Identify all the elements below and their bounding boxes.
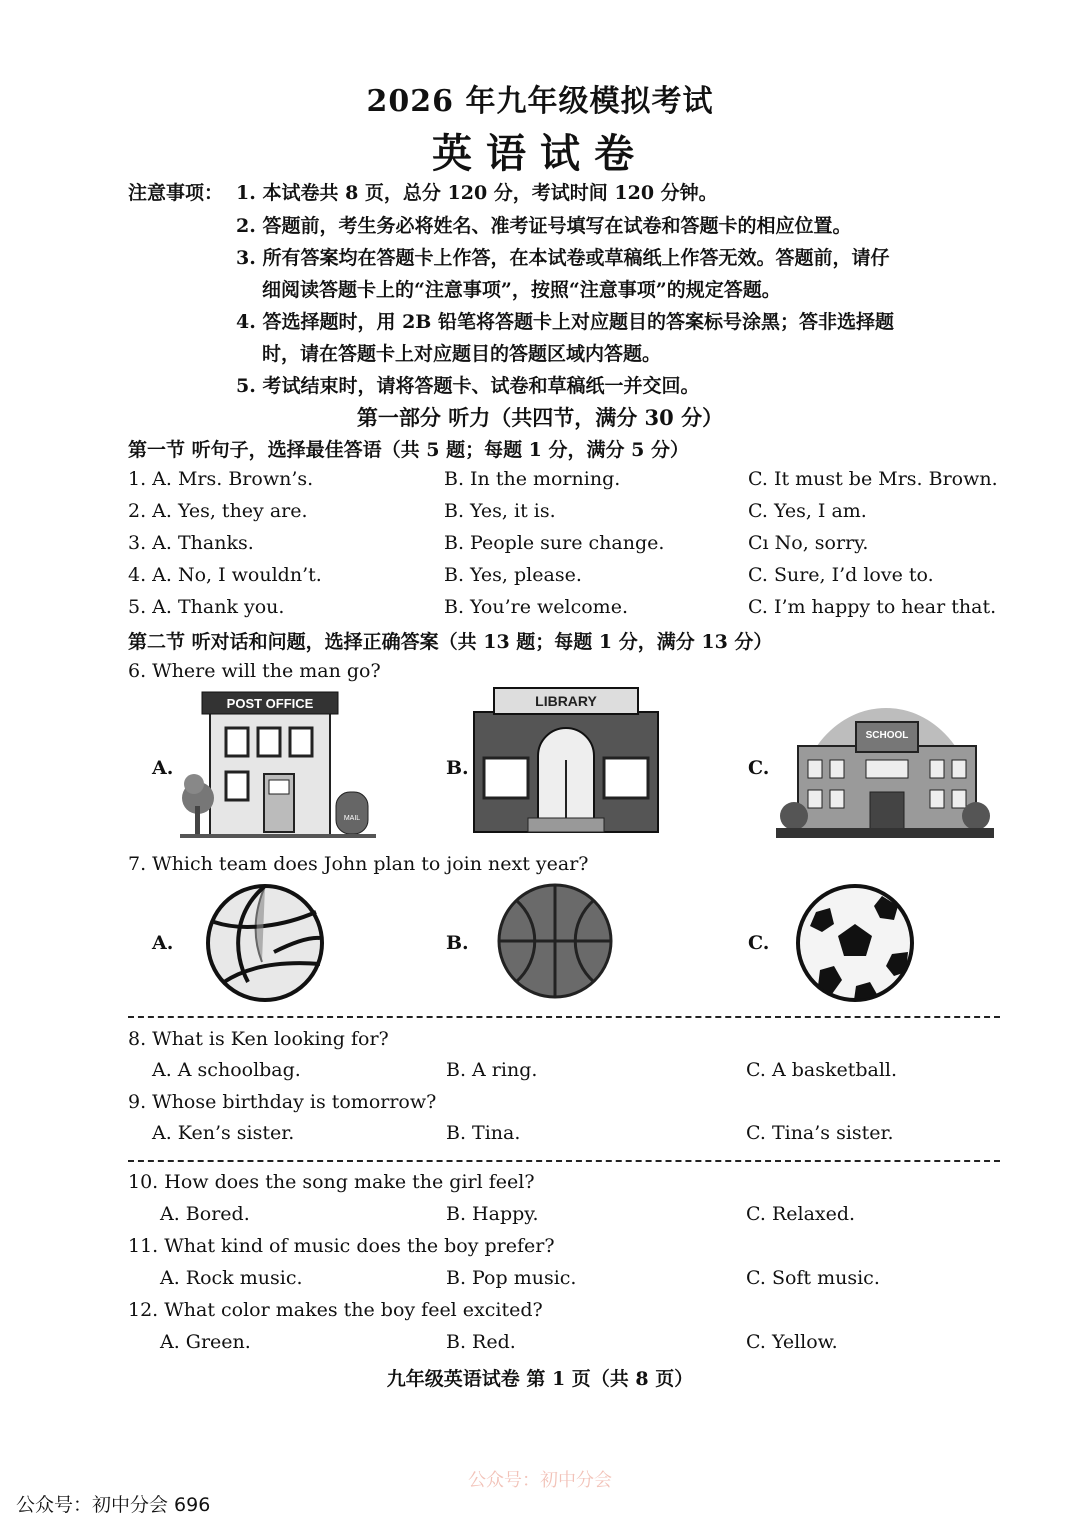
q4-option-c: C. Sure, I’d love to.	[748, 564, 934, 586]
notice-item-1: 1. 本试卷共 8 页，总分 120 分，考试时间 120 分钟。	[236, 182, 718, 204]
page-footer: 九年级英语试卷 第 1 页（共 8 页）	[386, 1368, 694, 1390]
q9-option-a: A. Ken’s sister.	[152, 1122, 295, 1144]
basketball-image	[496, 882, 614, 1000]
post-office-image	[180, 688, 376, 840]
divider-line	[128, 1016, 1000, 1018]
q11-option-a: A. Rock music.	[160, 1267, 303, 1289]
q3-option-b: B. People sure change.	[444, 532, 665, 554]
q7-label-b: B.	[446, 932, 469, 954]
q8-option-b: B. A ring.	[446, 1059, 538, 1081]
q7-label-a: A.	[152, 932, 174, 954]
notice-item-4-cont: 时，请在答题卡上对应题目的答题区域内答题。	[262, 343, 662, 365]
notice-item-4: 4. 答选择题时，用 2B 铅笔将答题卡上对应题目的答案标号涂黑；答非选择题	[236, 311, 894, 333]
notice-item-3-cont: 细阅读答题卡上的“注意事项”，按照“注意事项”的规定答题。	[262, 279, 781, 301]
part1-title: 第一部分 听力（共四节，满分 30 分）	[356, 405, 724, 430]
q12-option-b: B. Red.	[446, 1331, 516, 1353]
q4-option-b: B. Yes, please.	[444, 564, 582, 586]
q7-question: 7. Which team does John plan to join next year?	[128, 853, 589, 875]
mailbox-sign: MAIL	[343, 815, 361, 822]
q8-question: 8. What is Ken looking for?	[128, 1028, 389, 1050]
q11-question: 11. What kind of music does the boy prefer?	[128, 1235, 555, 1257]
q7-label-c: C.	[748, 932, 770, 954]
q8-option-a: A. A schoolbag.	[152, 1059, 301, 1081]
q9-option-b: B. Tina.	[446, 1122, 521, 1144]
school-sign: SCHOOL	[865, 730, 909, 741]
q11-option-c: C. Soft music.	[746, 1267, 880, 1289]
q6-label-b: B.	[446, 757, 469, 779]
paper-title: 英语试卷	[432, 130, 648, 177]
q1-option-a: 1. A. Mrs. Brown’s.	[128, 468, 314, 490]
q3-option-a: 3. A. Thanks.	[128, 532, 254, 554]
q12-option-c: C. Yellow.	[746, 1331, 838, 1353]
q6-label-c: C.	[748, 757, 770, 779]
q10-option-b: B. Happy.	[446, 1203, 539, 1225]
q2-option-c: C. Yes, I am.	[748, 500, 867, 522]
q2-option-a: 2. A. Yes, they are.	[128, 500, 308, 522]
q10-question: 10. How does the song make the girl feel?	[128, 1171, 535, 1193]
library-sign: LIBRARY	[535, 693, 597, 709]
q5-option-a: 5. A. Thank you.	[128, 596, 285, 618]
q2-option-b: B. Yes, it is.	[444, 500, 556, 522]
q9-option-c: C. Tina’s sister.	[746, 1122, 894, 1144]
q9-question: 9. Whose birthday is tomorrow?	[128, 1091, 437, 1113]
exam-title: 2026 年九年级模拟考试	[366, 84, 714, 119]
q12-question: 12. What color makes the boy feel excited?	[128, 1299, 543, 1321]
q1-option-c: C. It must be Mrs. Brown.	[748, 468, 998, 490]
notice-item-3: 3. 所有答案均在答题卡上作答，在本试卷或草稿纸上作答无效。答题前，请仔	[236, 247, 890, 269]
notice-item-5: 5. 考试结束时，请将答题卡、试卷和草稿纸一并交回。	[236, 375, 700, 397]
q6-label-a: A.	[152, 757, 174, 779]
q8-option-c: C. A basketball.	[746, 1059, 898, 1081]
divider-line	[128, 1160, 1000, 1162]
q6-question: 6. Where will the man go?	[128, 660, 381, 682]
q4-option-a: 4. A. No, I wouldn’t.	[128, 564, 322, 586]
section1-title: 第一节 听句子，选择最佳答语（共 5 题；每题 1 分，满分 5 分）	[128, 439, 689, 461]
q5-option-c: C. I’m happy to hear that.	[748, 596, 997, 618]
q10-option-a: A. Bored.	[160, 1203, 250, 1225]
volleyball-image	[204, 882, 326, 1004]
section2-title: 第二节 听对话和问题，选择正确答案（共 13 题；每题 1 分，满分 13 分）	[128, 631, 773, 653]
notice-item-2: 2. 答题前，考生务必将姓名、准考证号填写在试卷和答题卡的相应位置。	[236, 215, 852, 237]
watermark-center: 公众号：初中分会	[468, 1470, 612, 1491]
watermark-left: 公众号：初中分会 696	[16, 1494, 211, 1516]
notice-label: 注意事项：	[128, 182, 224, 204]
q5-option-b: B. You’re welcome.	[444, 596, 628, 618]
school-image	[776, 688, 994, 840]
q10-option-c: C. Relaxed.	[746, 1203, 856, 1225]
library-image	[472, 686, 660, 834]
post-office-sign: POST OFFICE	[226, 696, 314, 711]
q11-option-b: B. Pop music.	[446, 1267, 577, 1289]
soccer-ball-image	[794, 882, 916, 1004]
q1-option-b: B. In the morning.	[444, 468, 621, 490]
q3-option-c: Cı No, sorry.	[748, 532, 869, 554]
q12-option-a: A. Green.	[160, 1331, 251, 1353]
